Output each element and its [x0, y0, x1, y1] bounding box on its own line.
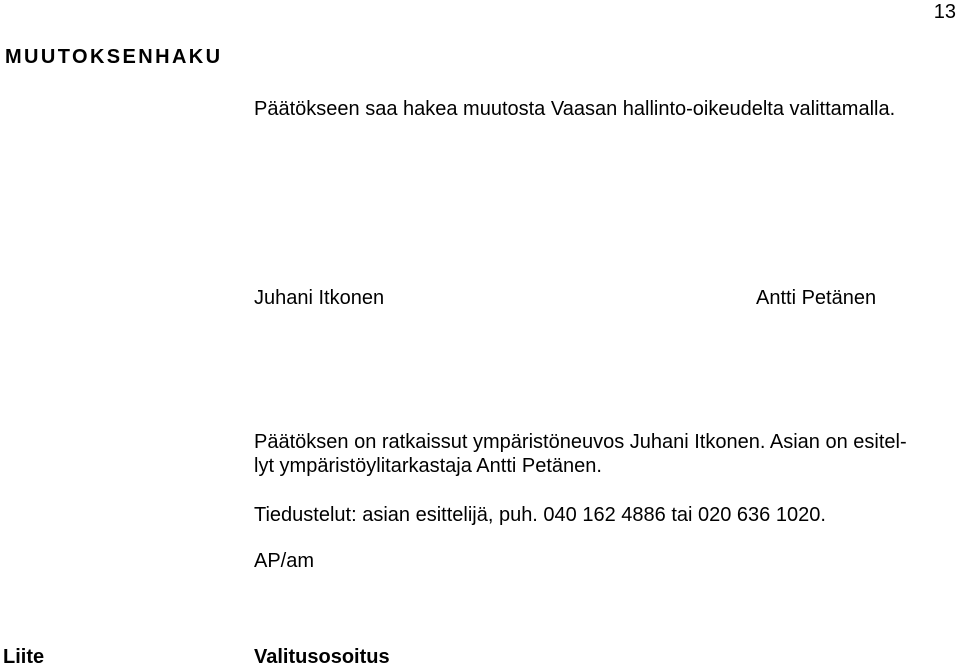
section-heading: MUUTOKSENHAKU — [5, 46, 223, 68]
signer-name-left: Juhani Itkonen — [254, 287, 385, 309]
author-initials: AP/am — [254, 550, 315, 572]
decision-paragraph — [254, 430, 958, 478]
decision-line-2: lyt ympäristöylitarkastaja Antti Petänen. — [254, 455, 602, 477]
signer-name-right: Antti Petänen — [756, 287, 877, 309]
inquiries-text: Tiedustelut: asian esittelijä, puh. 040 162 4886 tai 020 636 1020. — [254, 504, 826, 526]
appeal-instruction-text: Päätökseen saa hakea muutosta Vaasan hallinto-oikeudelta valittamalla. — [254, 98, 896, 120]
decision-line-1: Päätöksen on ratkaissut ympäristöneuvos Juhani Itkonen. Asian on esitel- — [254, 431, 907, 453]
attachment-title: Valitusosoitus — [254, 646, 390, 668]
attachment-label: Liite — [3, 646, 45, 668]
page-number: 13 — [933, 1, 956, 23]
